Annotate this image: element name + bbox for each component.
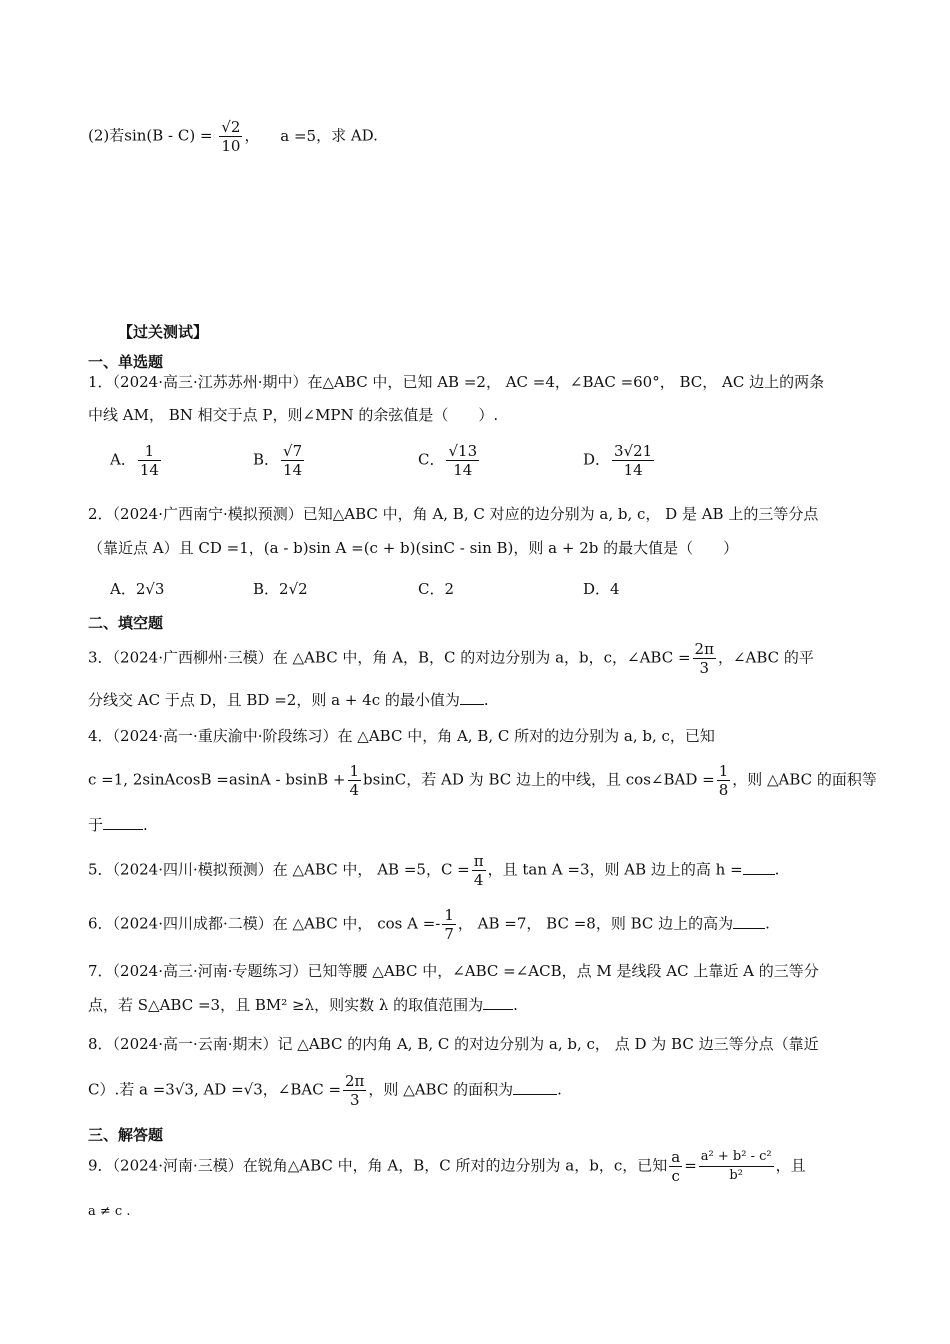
answer-blank[interactable] [103,815,143,830]
answer-blank[interactable] [483,995,513,1010]
q4-line3: 于 . [88,816,148,834]
part2-fraction: $\frac{√2}{10}$ [221,118,241,155]
q2-line2: （靠近点 A）且 CD =1，(a - b)sin A =(c + b)(sinC - sin B)，则 a + 2b 的最大值是（ ） [88,539,739,557]
section-single-choice: 一、单选题 [88,353,164,371]
section-solve: 三、解答题 [88,1126,164,1144]
q4-line1: 4．（2024·高一·重庆渝中·阶段练习）在 △ABC 中，角 A, B, C 所对的边分别为 a, b, c，已知 [88,727,715,745]
q9-line2: a ≠ c . [88,1204,131,1219]
part2-line: (2)若sin(B - C) = $\frac{√2}{10}$ ， a =5，求 AD. [88,118,378,155]
q7-line2: 点，若 S△ABC =3，且 BM² ≥λ，则实数 λ 的取值范围为 . [88,996,518,1014]
q3-fraction: $\frac{2\pi}{3}$ [694,640,714,677]
q8-fraction: $\frac{2\pi}{3}$ [345,1072,365,1109]
part2-condition: a =5 [280,126,317,145]
answer-blank[interactable] [743,860,775,875]
q2-option-a: A．2√3 [110,580,165,598]
part2-expr: sin(B - C) = [124,126,213,145]
q4-line2: c =1, 2sinAcosB =asinA - bsinB + $\frac{1}{4}$ bsinC，若 AD 为 BC 边上的中线，且 cos∠BAD = $\frac{1}{8}$ ，则 △ABC 的面积等 [88,762,877,799]
q1-line1: 1．（2024·高三·江苏苏州·期中）在△ABC 中，已知 AB =2， AC =4，∠BAC =60°， BC， AC 边上的两条 [88,373,825,391]
q2-option-d: D．4 [583,580,620,598]
q4-fraction-1: $\frac{1}{4}$ [349,762,360,799]
q1-option-a: A． $\frac{1}{14}$ [110,442,159,479]
answer-blank[interactable] [460,690,484,705]
q9-line1: 9．（2024·河南·三模）在锐角△ABC 中，角 A，B，C 所对的边分别为 a，b，c，已知 $\frac{a}{c}$ = $\frac{\text{a² + b² - c²}}{\text{b²}}$ ，且 [88,1148,806,1185]
answer-blank[interactable] [733,914,765,929]
test-title: 【过关测试】 [118,323,209,341]
q3-line2: 分线交 AC 于点 D，且 BD =2，则 a + 4c 的最小值为 . [88,691,489,709]
q1-line2: 中线 AM， BN 相交于点 P，则∠MPN 的余弦值是（ ）. [88,406,499,424]
q1-option-c: C． $\frac{√13}{14}$ [418,442,478,479]
part2-ask: ，求 AD. [316,126,378,145]
q2-line1: 2．（2024·广西南宁·模拟预测）已知△ABC 中，角 A, B, C 对应的边分别为 a, b, c， D 是 AB 上的三等分点 [88,505,819,523]
q4-fraction-2: $\frac{1}{8}$ [718,762,729,799]
q2-option-b: B．2√2 [253,580,308,598]
q9-fraction-1: $\frac{a}{c}$ [671,1148,681,1185]
q6-line: 6．（2024·四川成都·二模）在 △ABC 中， cos A =- $\frac{1}{7}$ ， AB =7， BC =8，则 BC 边上的高为 . [88,906,770,943]
q2-option-c: C．2 [418,580,455,598]
section-fill-blank: 二、填空题 [88,614,164,632]
q8-line2: C）.若 a =3√3, AD =√3，∠BAC = $\frac{2\pi}{3}$ ，则 △ABC 的面积为 . [88,1072,562,1109]
part2-label: (2)若 [88,126,125,145]
q8-line1: 8．（2024·高一·云南·期末）记 △ABC 的内角 A, B, C 的对边分别为 a, b, c， 点 D 为 BC 边三等分点（靠近 [88,1035,819,1053]
q1-option-b: B． $\frac{√7}{14}$ [253,442,303,479]
q3-line1: 3．（2024·广西柳州·三模）在 △ABC 中，角 A，B，C 的对边分别为 a，b，c，∠ABC = $\frac{2\pi}{3}$ ，∠ABC 的平 [88,640,814,677]
q7-line1: 7．（2024·高三·河南·专题练习）已知等腰 △ABC 中，∠ABC =∠ACB，点 M 是线段 AC 上靠近 A 的三等分 [88,962,819,980]
q1-option-d: D． $\frac{3√21}{14}$ [583,442,653,479]
q5-line: 5．（2024·四川·模拟预测）在 △ABC 中， AB =5，C = $\frac{\pi}{4}$ ，且 tan A =3，则 AB 边上的高 h = . [88,852,780,889]
q9-fraction-2: $\frac{\text{a² + b² - c²}}{\text{b²}}$ [700,1149,772,1183]
q6-fraction: $\frac{1}{7}$ [444,906,454,943]
answer-blank[interactable] [513,1080,557,1095]
q5-fraction: $\frac{\pi}{4}$ [473,852,484,889]
